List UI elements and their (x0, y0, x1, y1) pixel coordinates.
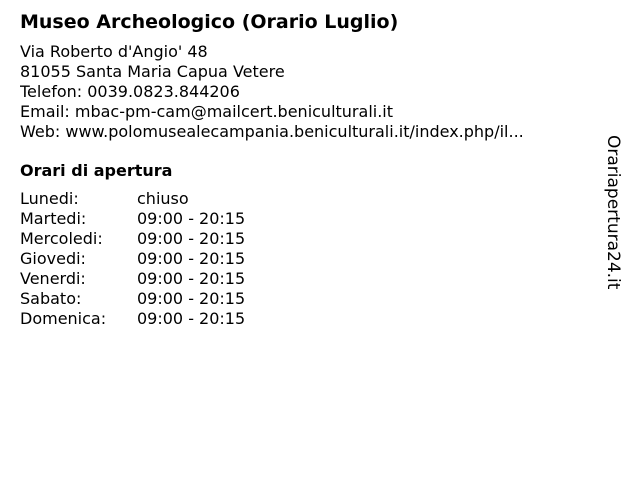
hours-row (20, 309, 600, 329)
phone-line: Telefon: 0039.0823.844206 (20, 82, 240, 101)
hours-row (20, 269, 600, 289)
time-value: 09:00 - 20:15 (137, 309, 246, 328)
day-label: Giovedi: (20, 249, 86, 268)
day-label: Venerdi: (20, 269, 86, 288)
time-value: 09:00 - 20:15 (137, 249, 246, 268)
day-label: Lunedi: (20, 189, 79, 208)
time-value: 09:00 - 20:15 (137, 289, 246, 308)
hours-row (20, 289, 600, 309)
web-line: Web: www.polomusealecampania.beniculturali.it/index.php/il... (20, 122, 524, 141)
city-line: 81055 Santa Maria Capua Vetere (20, 62, 285, 81)
hours-row (20, 189, 600, 209)
hours-heading: Orari di apertura (20, 161, 173, 180)
hours-row (20, 249, 600, 269)
site-watermark: Orariapertura24.it (603, 135, 623, 290)
day-label: Mercoledi: (20, 229, 103, 248)
day-label: Sabato: (20, 289, 82, 308)
time-value: 09:00 - 20:15 (137, 269, 246, 288)
contact-info (20, 42, 600, 142)
museum-card (20, 10, 600, 329)
email-line: Email: mbac-pm-cam@mailcert.beniculturali.it (20, 102, 394, 121)
hours-row (20, 229, 600, 249)
page-title: Museo Archeologico (Orario Luglio) (20, 11, 399, 33)
hours-row (20, 209, 600, 229)
hours-table (20, 189, 600, 329)
time-value: 09:00 - 20:15 (137, 209, 246, 228)
day-label: Domenica: (20, 309, 107, 328)
time-value: chiuso (137, 189, 189, 208)
address-line: Via Roberto d'Angio' 48 (20, 42, 208, 61)
day-label: Martedi: (20, 209, 87, 228)
time-value: 09:00 - 20:15 (137, 229, 246, 248)
